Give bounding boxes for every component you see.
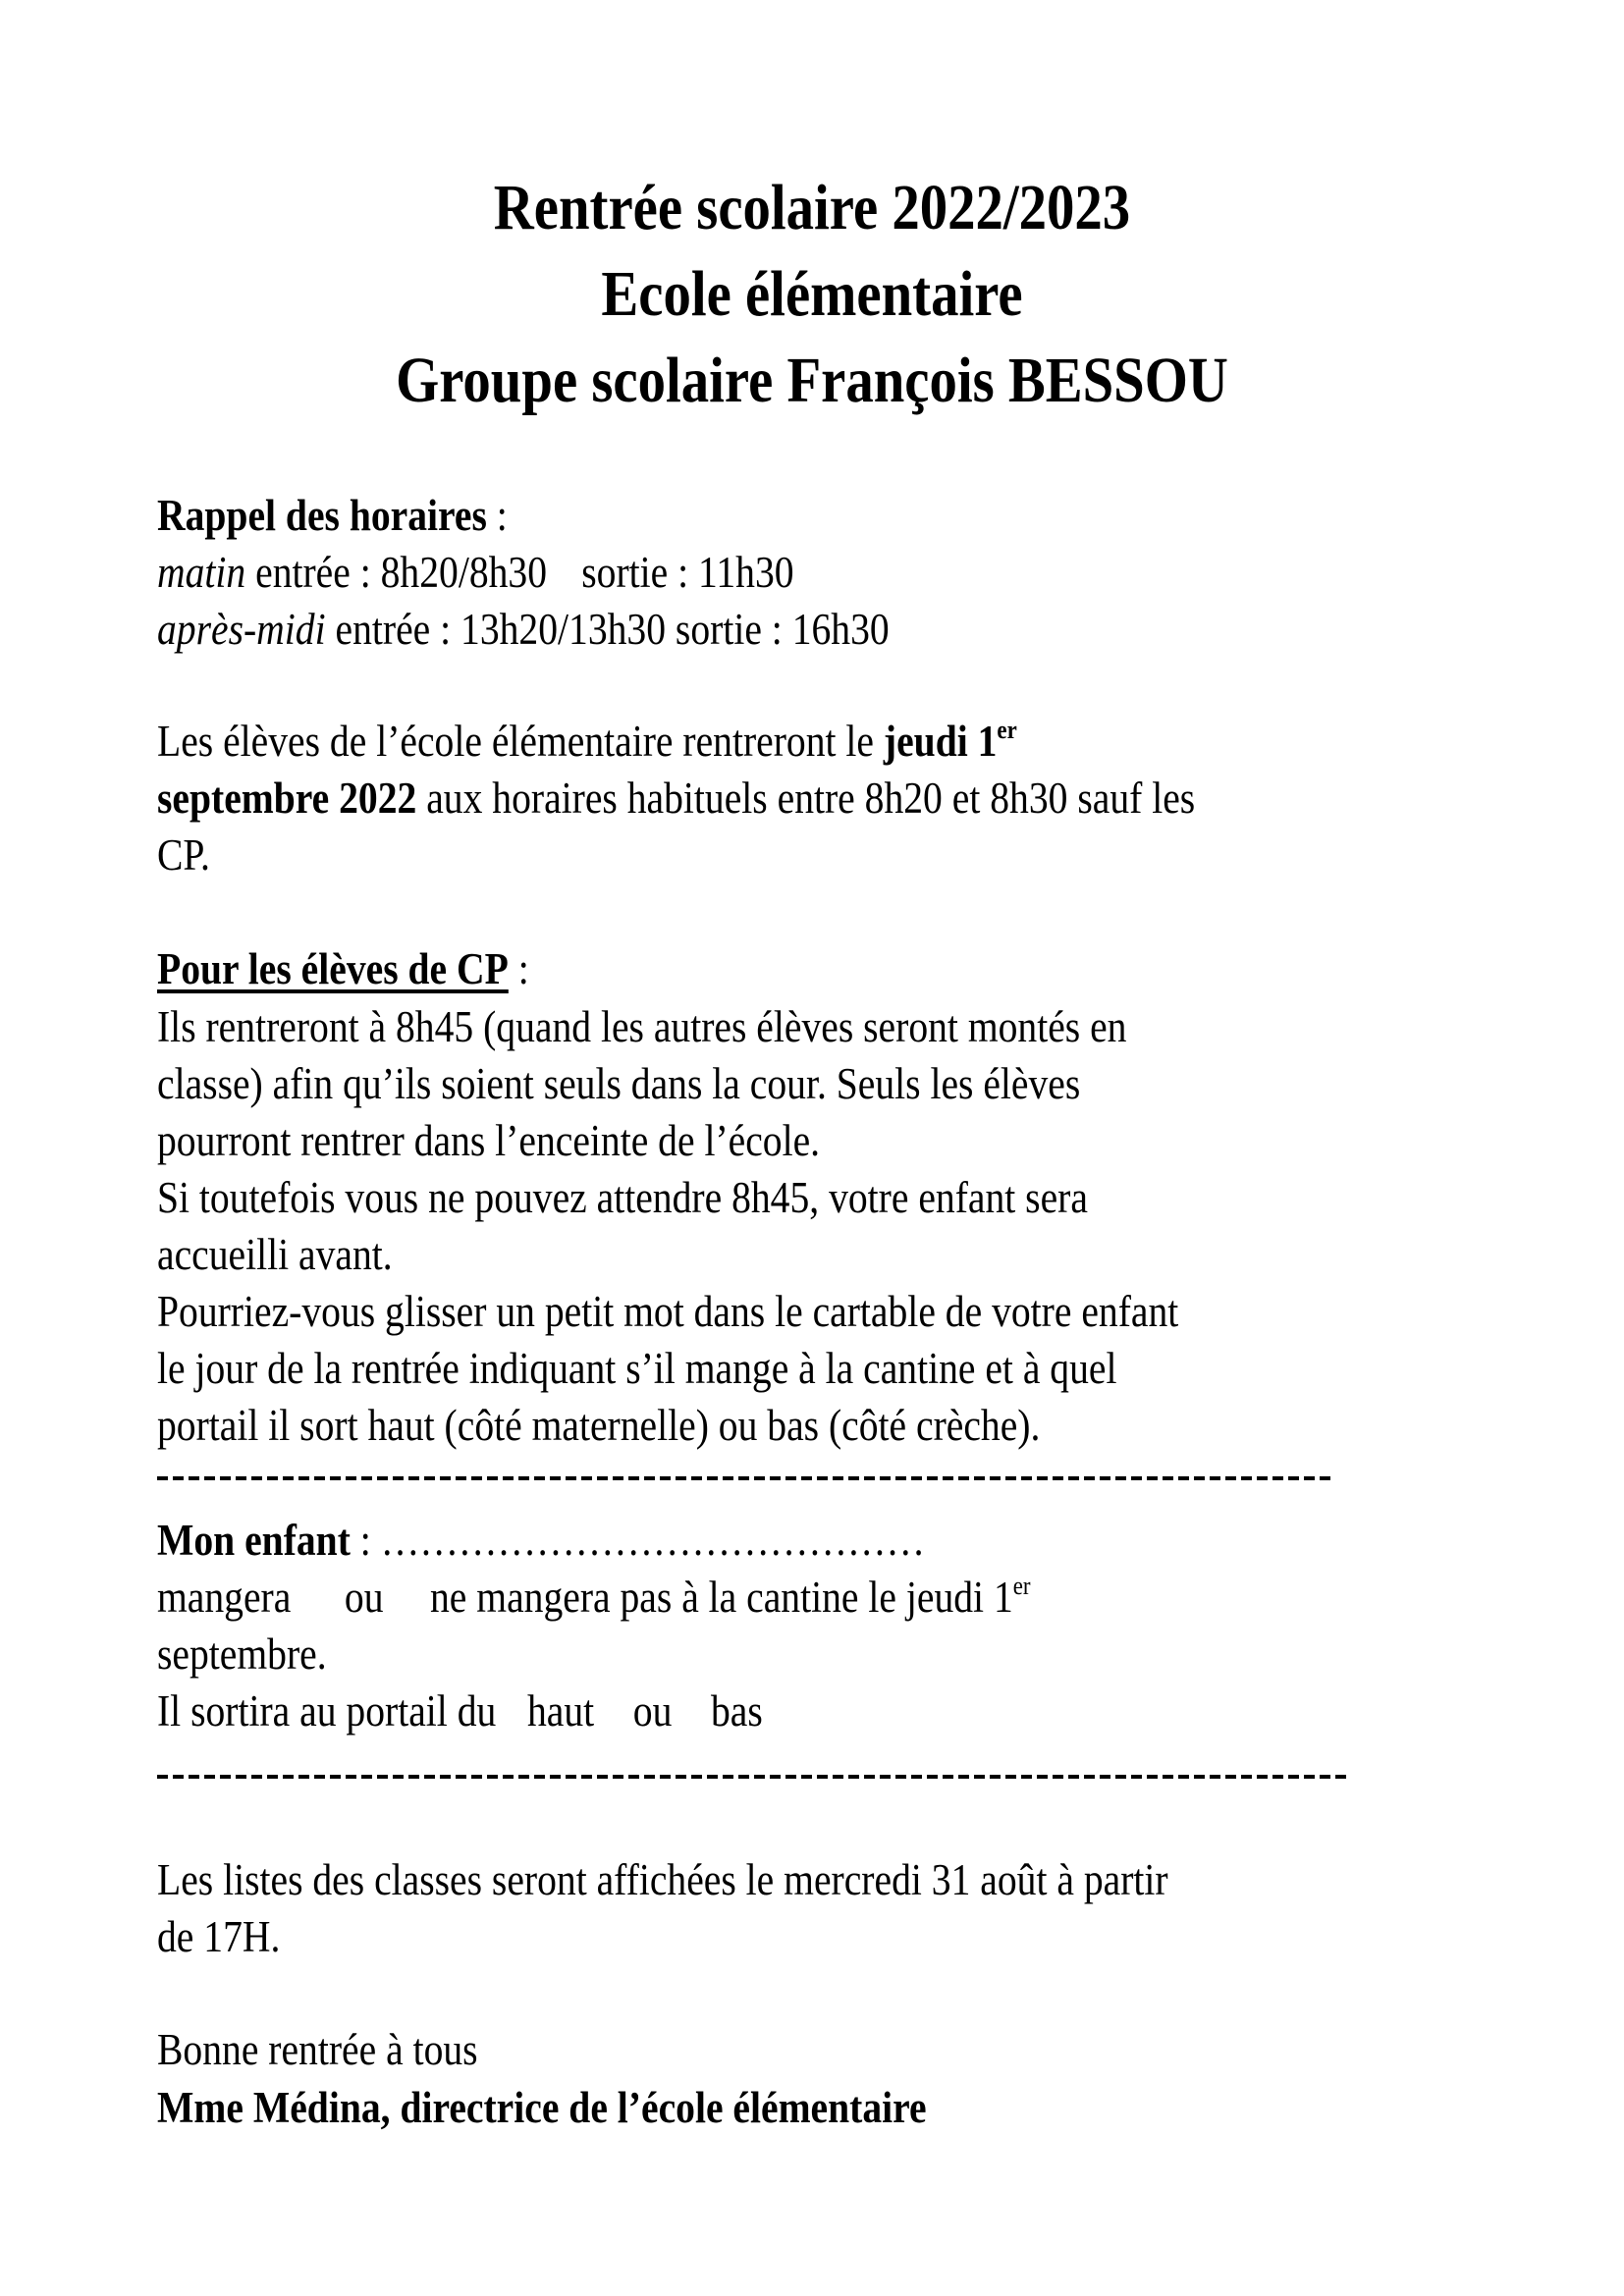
greeting: Bonne rentrée à tous [157, 2025, 478, 2074]
cp-paragraph-line: portail il sort haut (côté maternelle) ou bas (côté crèche). [157, 1401, 1041, 1450]
return-date-prefix: Les élèves de l’école élémentaire rentreront le [157, 717, 884, 766]
cp-paragraph-line: Si toutefois vous ne pouvez attendre 8h45, votre enfant sera [157, 1173, 1088, 1222]
coupon-option-eat[interactable]: mangera [157, 1573, 292, 1622]
return-date-line-3: CP. [157, 830, 210, 880]
coupon-gate-prefix: Il sortira au portail du [157, 1686, 497, 1735]
cp-heading-colon: : [508, 944, 529, 993]
morning-label: matin [157, 548, 246, 597]
cp-paragraph-line: classe) afin qu’ils soient seuls dans la cour. Seuls les élèves [157, 1059, 1081, 1108]
schedule-heading [157, 487, 508, 544]
signature: Mme Médina, directrice de l’école élémentaire [157, 2083, 927, 2132]
cp-paragraph-line: accueilli avant. [157, 1230, 393, 1279]
coupon-date-line: septembre. [157, 1629, 327, 1679]
coupon-child-line [157, 1512, 925, 1569]
morning-exit: sortie : 11h30 [581, 548, 794, 597]
title-line-school-name: Groupe scolaire François BESSOU [396, 345, 1228, 416]
class-lists-line-1: Les listes des classes seront affichées le mercredi 31 août à partir [157, 1855, 1168, 1904]
coupon-canteen-line [157, 1569, 1031, 1626]
coupon-child-colon: : [350, 1516, 381, 1565]
document-title [0, 165, 1624, 424]
schedule-heading-colon: : [486, 491, 508, 540]
cut-line-bottom [157, 1775, 1347, 1779]
return-date-line-1 [157, 713, 1017, 770]
title-line-year: Rentrée scolaire 2022/2023 [493, 172, 1131, 243]
afternoon-times: entrée : 13h20/13h30 sortie : 16h30 [325, 605, 890, 654]
cut-line-top [157, 1476, 1330, 1480]
morning-entry: entrée : 8h20/8h30 [245, 548, 548, 597]
cp-paragraph-line: Pourriez-vous glisser un petit mot dans le cartable de votre enfant [157, 1287, 1179, 1336]
schedule-heading-text: Rappel des horaires [157, 491, 487, 540]
return-date-rest: aux horaires habituels entre 8h20 et 8h30 sauf les [416, 774, 1196, 823]
return-date-ordinal: er [997, 716, 1017, 744]
cp-paragraph-line: Ils rentreront à 8h45 (quand les autres élèves seront montés en [157, 1002, 1127, 1051]
schedule-afternoon [157, 601, 890, 658]
coupon-gate-or: ou [632, 1686, 673, 1735]
coupon-gate-line [157, 1682, 763, 1739]
coupon-ordinal: er [1012, 1572, 1031, 1600]
return-date-day: jeudi 1 [883, 717, 998, 766]
coupon-child-name-blank[interactable]: …………………………………… [380, 1516, 926, 1565]
schedule-morning [157, 544, 794, 601]
coupon-gate-top[interactable]: haut [526, 1686, 595, 1735]
coupon-option-not-eat[interactable]: ne mangera pas à la cantine le jeudi 1 [430, 1573, 1013, 1622]
cp-paragraph-line: pourront rentrer dans l’enceinte de l’école. [157, 1116, 821, 1165]
return-date-month: septembre 2022 [157, 774, 417, 823]
cp-paragraph-line: le jour de la rentrée indiquant s’il mange à la cantine et à quel [157, 1344, 1117, 1393]
class-lists-line-2: de 17H. [157, 1912, 281, 1961]
cp-heading-text: Pour les élèves de CP [157, 944, 509, 993]
coupon-child-label: Mon enfant [157, 1516, 351, 1565]
coupon-gate-bottom[interactable]: bas [710, 1686, 763, 1735]
title-line-school-type: Ecole élémentaire [601, 258, 1023, 330]
afternoon-label: après-midi [157, 605, 326, 654]
return-date-line-2 [157, 770, 1195, 827]
cp-heading [157, 940, 529, 997]
coupon-option-or: ou [344, 1573, 384, 1622]
